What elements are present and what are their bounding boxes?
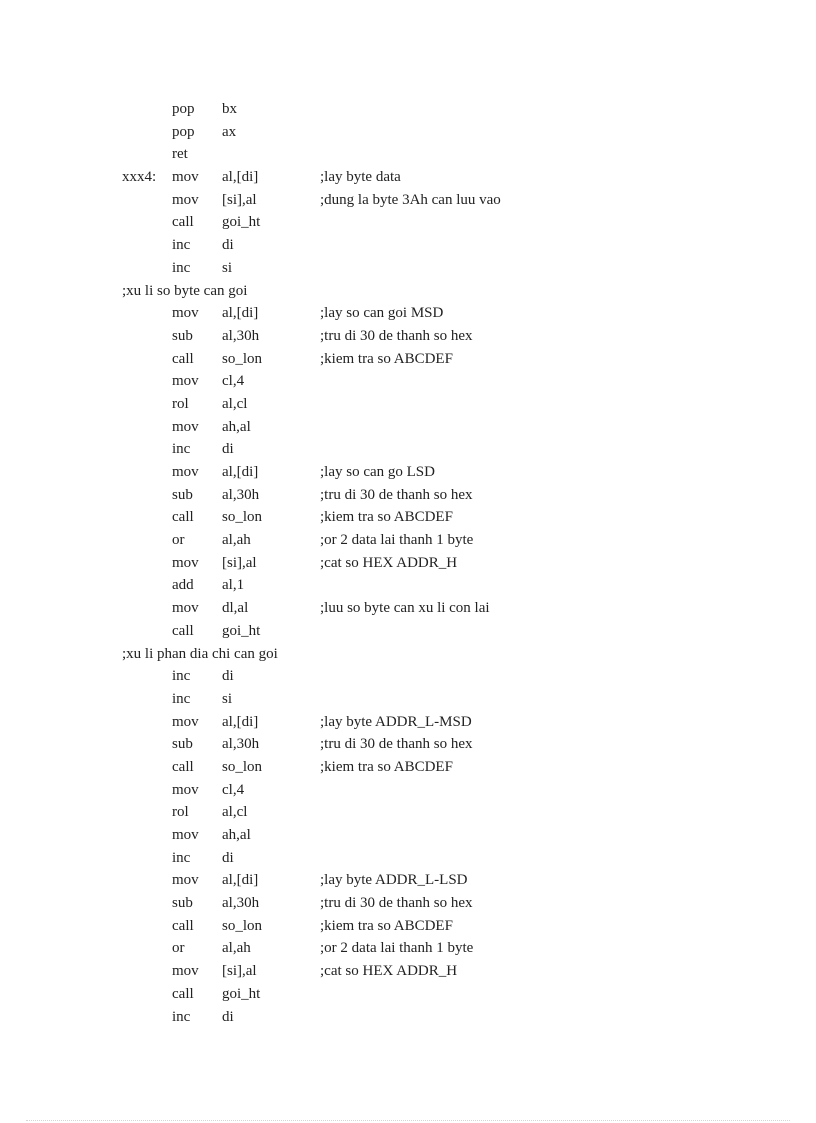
line-comment: ;tru di 30 de thanh so hex	[320, 736, 473, 753]
instruction-operands: [si],al	[222, 963, 257, 980]
instruction-mnemonic: mov	[172, 373, 199, 390]
line-label: xxx4:	[122, 169, 157, 186]
code-line	[0, 597, 816, 620]
instruction-operands: si	[222, 690, 233, 707]
instruction-operands: [si],al	[222, 191, 257, 208]
line-comment: ;kiem tra so ABCDEF	[320, 917, 453, 934]
instruction-operands: al,ah	[222, 532, 251, 549]
code-line	[0, 257, 816, 280]
instruction-mnemonic: mov	[172, 781, 199, 798]
instruction-mnemonic: call	[172, 917, 194, 934]
instruction-operands: al,[di]	[222, 872, 259, 889]
code-line	[0, 484, 816, 507]
instruction-mnemonic: add	[172, 577, 194, 594]
instruction-mnemonic: inc	[172, 1008, 191, 1025]
instruction-mnemonic: sub	[172, 327, 193, 344]
instruction-mnemonic: inc	[172, 237, 191, 254]
line-comment: ;tru di 30 de thanh so hex	[320, 486, 473, 503]
line-comment: ;cat so HEX ADDR_H	[320, 963, 458, 980]
page-bottom-rule	[26, 1120, 790, 1121]
code-line	[0, 824, 816, 847]
instruction-operands: al,30h	[222, 327, 260, 344]
line-comment: ;lay byte data	[320, 169, 401, 186]
instruction-mnemonic: mov	[172, 169, 199, 186]
code-line	[0, 348, 816, 371]
instruction-operands: al,[di]	[222, 169, 259, 186]
instruction-operands: al,1	[222, 577, 245, 594]
instruction-operands: cl,4	[222, 781, 245, 798]
instruction-operands: al,[di]	[222, 713, 259, 730]
instruction-operands: so_lon	[222, 758, 263, 775]
instruction-operands: [si],al	[222, 554, 257, 571]
instruction-mnemonic: sub	[172, 736, 193, 753]
instruction-mnemonic: pop	[172, 123, 195, 140]
instruction-operands: so_lon	[222, 350, 263, 367]
code-line	[0, 416, 816, 439]
code-line	[0, 393, 816, 416]
instruction-mnemonic: call	[172, 350, 194, 367]
code-line	[0, 711, 816, 734]
code-line	[0, 121, 816, 144]
instruction-mnemonic: call	[172, 985, 194, 1002]
code-line	[0, 937, 816, 960]
code-line	[0, 983, 816, 1006]
instruction-mnemonic: mov	[172, 713, 199, 730]
instruction-operands: al,30h	[222, 736, 260, 753]
code-line	[0, 211, 816, 234]
line-comment: ;luu so byte can xu li con lai	[320, 600, 490, 617]
code-line	[0, 733, 816, 756]
code-line	[0, 143, 816, 166]
code-line	[0, 438, 816, 461]
instruction-mnemonic: call	[172, 758, 194, 775]
instruction-mnemonic: sub	[172, 486, 193, 503]
instruction-mnemonic: mov	[172, 191, 199, 208]
section-comment: ;xu li so byte can goi	[122, 282, 248, 299]
code-line	[0, 779, 816, 802]
code-line	[0, 892, 816, 915]
instruction-operands: goi_ht	[222, 214, 261, 231]
instruction-mnemonic: mov	[172, 554, 199, 571]
code-line	[0, 302, 816, 325]
instruction-operands: so_lon	[222, 917, 263, 934]
code-line	[0, 189, 816, 212]
code-line	[0, 688, 816, 711]
line-comment: ;lay so can go LSD	[320, 464, 435, 480]
instruction-operands: di	[222, 668, 234, 685]
instruction-operands: al,30h	[222, 895, 260, 912]
code-line	[0, 869, 816, 892]
instruction-operands: cl,4	[222, 373, 245, 390]
code-line	[0, 960, 816, 983]
section-comment: ;xu li phan dia chi can goi	[122, 645, 278, 662]
instruction-operands: ah,al	[222, 827, 251, 843]
instruction-mnemonic: call	[172, 509, 194, 526]
instruction-mnemonic: inc	[172, 668, 191, 685]
instruction-operands: ah,al	[222, 418, 251, 435]
instruction-mnemonic: inc	[172, 441, 191, 458]
instruction-operands: dl,al	[222, 600, 249, 617]
instruction-mnemonic: rol	[172, 395, 189, 412]
instruction-mnemonic: rol	[172, 804, 189, 821]
line-comment: ;lay so can goi MSD	[320, 305, 444, 322]
code-line	[0, 234, 816, 257]
instruction-operands: al,30h	[222, 486, 260, 503]
code-line	[0, 166, 816, 189]
code-line	[0, 461, 816, 484]
line-comment: ;lay byte ADDR_L-MSD	[320, 713, 472, 730]
instruction-operands: di	[222, 441, 234, 458]
line-comment: ;tru di 30 de thanh so hex	[320, 895, 473, 912]
instruction-mnemonic: mov	[172, 418, 199, 435]
line-comment: ;tru di 30 de thanh so hex	[320, 327, 473, 344]
section-comment-line	[0, 643, 816, 666]
code-line	[0, 552, 816, 575]
instruction-operands: al,ah	[222, 940, 251, 957]
code-line	[0, 98, 816, 121]
instruction-mnemonic: inc	[172, 690, 191, 707]
line-comment: ;lay byte ADDR_L-LSD	[320, 872, 468, 889]
instruction-mnemonic: mov	[172, 827, 199, 843]
instruction-operands: al,[di]	[222, 305, 259, 322]
instruction-mnemonic: call	[172, 214, 194, 231]
instruction-mnemonic: or	[172, 940, 185, 957]
instruction-mnemonic: mov	[172, 305, 199, 322]
instruction-mnemonic: pop	[172, 101, 195, 117]
instruction-operands: di	[222, 1008, 234, 1025]
instruction-operands: al,cl	[222, 804, 248, 821]
instruction-operands: goi_ht	[222, 985, 261, 1002]
instruction-mnemonic: mov	[172, 600, 199, 617]
code-line	[0, 574, 816, 597]
instruction-operands: bx	[222, 101, 237, 117]
line-comment: ;kiem tra so ABCDEF	[320, 350, 453, 367]
instruction-mnemonic: mov	[172, 963, 199, 980]
code-line	[0, 801, 816, 824]
code-line	[0, 665, 816, 688]
code-line	[0, 915, 816, 938]
instruction-operands: si	[222, 259, 233, 276]
code-line	[0, 529, 816, 552]
instruction-mnemonic: or	[172, 532, 185, 549]
line-comment: ;dung la byte 3Ah can luu vao	[320, 191, 501, 208]
code-line	[0, 370, 816, 393]
code-line	[0, 756, 816, 779]
assembly-code-listing	[0, 98, 816, 1028]
instruction-operands: al,cl	[222, 395, 248, 412]
code-line	[0, 506, 816, 529]
code-line	[0, 847, 816, 870]
instruction-operands: so_lon	[222, 509, 263, 526]
instruction-mnemonic: mov	[172, 464, 199, 480]
code-line	[0, 620, 816, 643]
instruction-mnemonic: call	[172, 622, 194, 639]
line-comment: ;or 2 data lai thanh 1 byte	[320, 532, 474, 549]
instruction-operands: goi_ht	[222, 622, 261, 639]
instruction-mnemonic: mov	[172, 872, 199, 889]
instruction-mnemonic: inc	[172, 259, 191, 276]
instruction-operands: ax	[222, 123, 237, 140]
instruction-operands: di	[222, 849, 234, 866]
line-comment: ;kiem tra so ABCDEF	[320, 509, 453, 526]
instruction-operands: al,[di]	[222, 464, 259, 480]
code-line	[0, 325, 816, 348]
code-line	[0, 1006, 816, 1029]
line-comment: ;or 2 data lai thanh 1 byte	[320, 940, 474, 957]
instruction-mnemonic: sub	[172, 895, 193, 912]
instruction-mnemonic: inc	[172, 849, 191, 866]
line-comment: ;cat so HEX ADDR_H	[320, 554, 458, 571]
line-comment: ;kiem tra so ABCDEF	[320, 758, 453, 775]
section-comment-line	[0, 280, 816, 303]
instruction-mnemonic: ret	[172, 146, 188, 163]
instruction-operands: di	[222, 237, 234, 254]
